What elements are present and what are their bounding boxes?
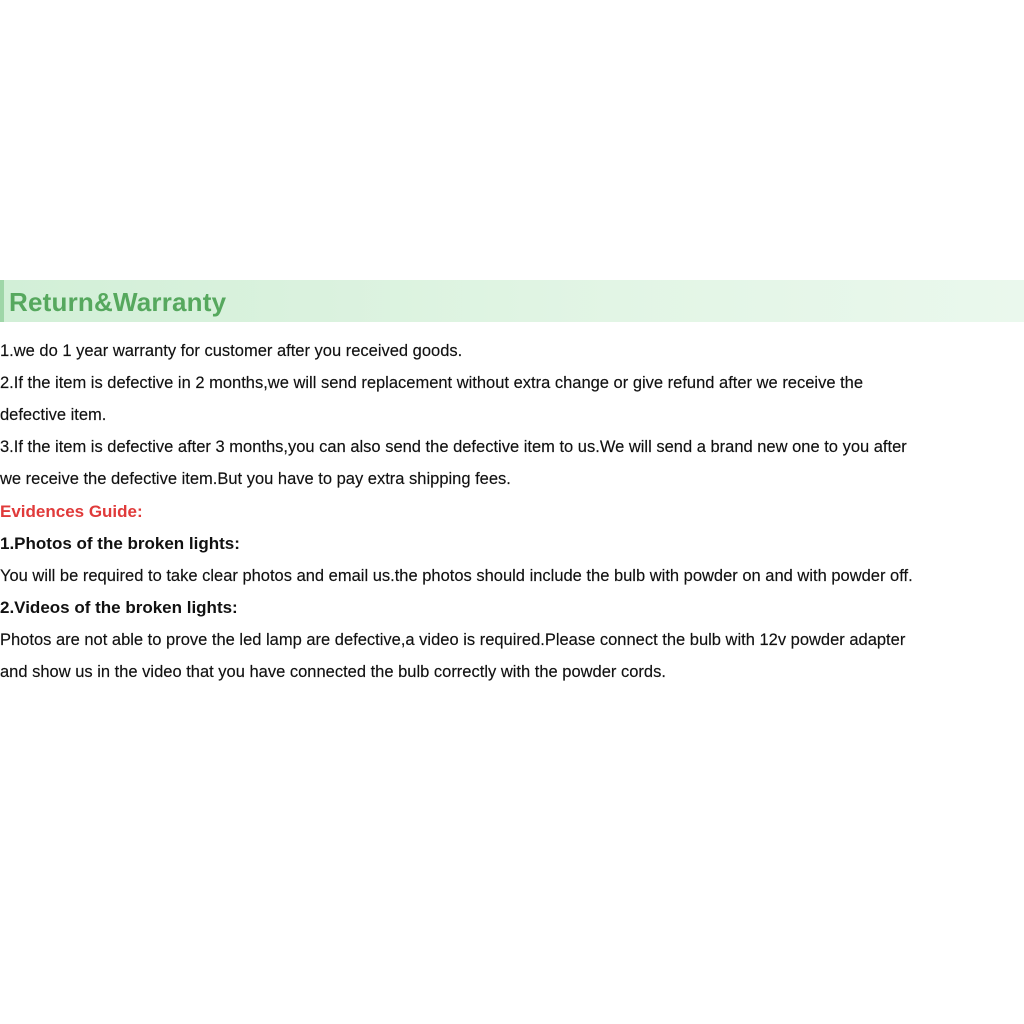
warranty-line-2b: defective item. [0,406,107,424]
section-title: Return&Warranty [9,287,227,317]
photos-heading: 1.Photos of the broken lights: [0,534,240,553]
warranty-line-3a: 3.If the item is defective after 3 months,you can also send the defective item to us.We will send a brand new one to you after [0,438,907,456]
warranty-line-3b: we receive the defective item.But you have to pay extra shipping fees. [0,470,511,488]
videos-text-a: Photos are not able to prove the led lamp are defective,a video is required.Please connect the bulb with 12v powder adapter [0,631,906,649]
evidences-guide-heading: Evidences Guide: [0,502,143,521]
videos-heading: 2.Videos of the broken lights: [0,598,238,617]
warranty-line-1: 1.we do 1 year warranty for customer after you received goods. [0,342,463,360]
warranty-line-2a: 2.If the item is defective in 2 months,we will send replacement without extra change or give refund after we receive the [0,374,864,392]
videos-text-b: and show us in the video that you have connected the bulb correctly with the powder cords. [0,663,666,681]
section-banner [0,280,1024,322]
photos-text: You will be required to take clear photos and email us.the photos should include the bulb with powder on and with powder off. [0,567,913,585]
